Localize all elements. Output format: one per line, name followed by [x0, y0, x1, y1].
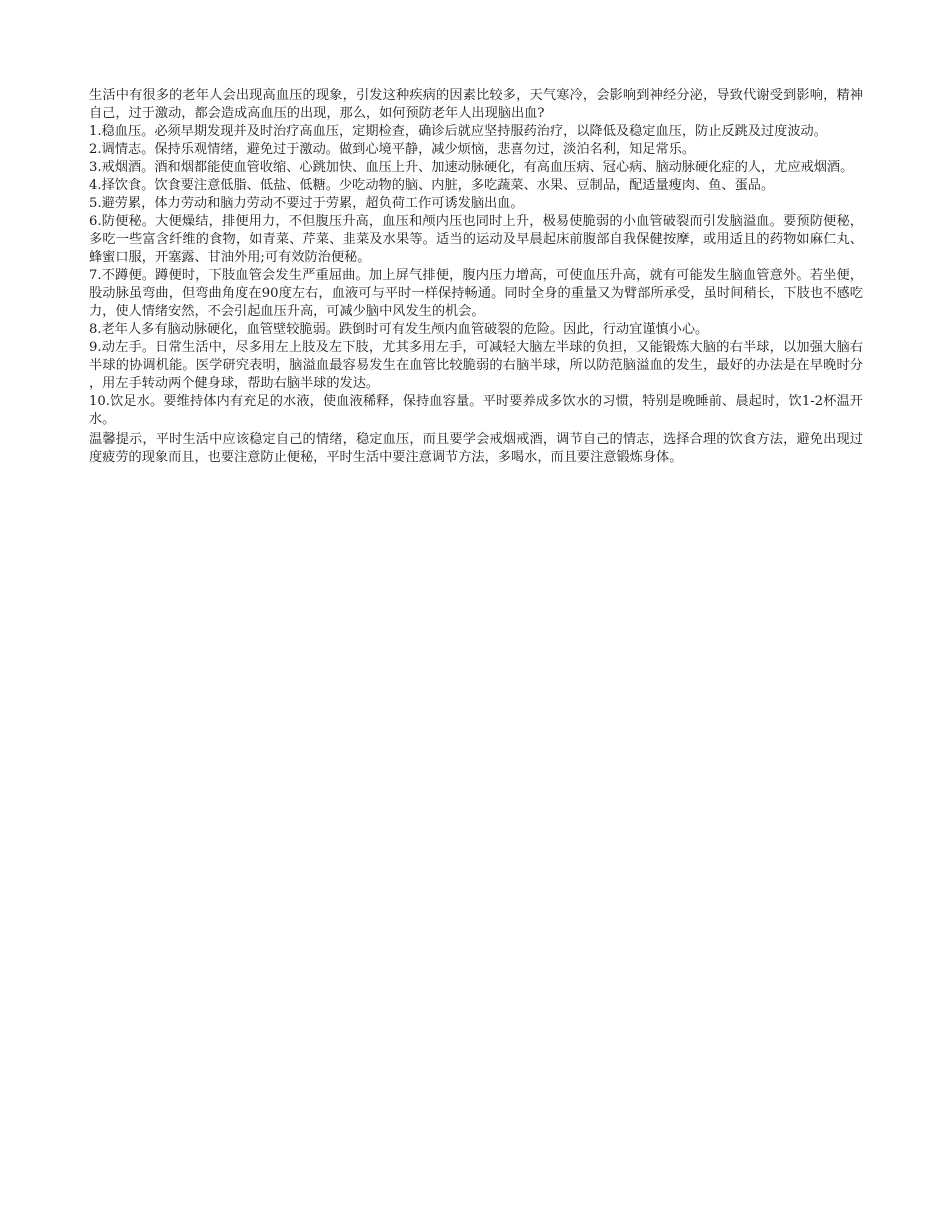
tip-item-5: 5.避劳累，体力劳动和脑力劳动不要过于劳累，超负荷工作可诱发脑出血。 — [89, 196, 524, 211]
tip-item-7: 7.不蹲便。蹲便时，下肢血管会发生严重屈曲。加上屏气排便，腹内压力增高，可使血压升高，就有可能发生脑血管意外。若坐便，股动脉虽弯曲，但弯曲角度在90度左右，血液可与平时一样保持畅通。同时全身的重量又为臂部所承受，虽时间稍长，下肢也不感吃力，使人情绪安然，不会引起血压升高，可减少脑中风发生的机会。 — [89, 268, 863, 319]
tip-item-6: 6.防便秘。大便燥结，排便用力，不但腹压升高，血压和颅内压也同时上升，极易使脆弱的小血管破裂而引发脑溢血。要预防便秘，多吃一些富含纤维的食物，如青菜、芹菜、韭菜及水果等。适当的运动及早晨起床前腹部自我保健按摩，或用适且的药物如麻仁丸、蜂蜜口服，开塞露、甘油外用;可有效防治便秘。 — [89, 214, 863, 265]
tip-item-1: 1.稳血压。必须早期发现并及时治疗高血压，定期检查，确诊后就应坚持服药治疗，以降低及稳定血压，防止反跳及过度波动。 — [89, 124, 827, 139]
tip-item-4: 4.择饮食。饮食要注意低脂、低盐、低糖。少吃动物的脑、内脏，多吃蔬菜、水果、豆制品，配适量瘦肉、鱼、蛋品。 — [89, 178, 775, 193]
tip-item-8: 8.老年人多有脑动脉硬化，血管壁较脆弱。跌倒时可有发生颅内血管破裂的危险。因此，行动宜谨慎小心。 — [89, 322, 709, 337]
closing-paragraph: 温馨提示，平时生活中应该稳定自己的情绪，稳定血压，而且要学会戒烟戒酒，调节自己的情志，选择合理的饮食方法，避免出现过度疲劳的现象而且，也要注意防止便秘，平时生活中要注意调节方法，多喝水，而且要注意锻炼身体。 — [89, 432, 863, 465]
intro-paragraph: 生活中有很多的老年人会出现高血压的现象，引发这种疾病的因素比较多，天气寒冷，会影响到神经分泌，导致代谢受到影响，精神自己，过于激动，都会造成高血压的出现，那么，如何预防老年人出现脑出血? — [89, 88, 863, 121]
tip-item-10: 10.饮足水。要维持体内有充足的水液，使血液稀释，保持血容量。平时要养成多饮水的习惯，特别是晚睡前、晨起时，饮1-2杯温开水。 — [89, 394, 863, 427]
tip-item-2: 2.调情志。保持乐观情绪，避免过于激动。做到心境平静，减少烦恼，悲喜勿过，淡泊名利，知足常乐。 — [89, 142, 696, 157]
article-body — [89, 87, 863, 467]
tip-item-9: 9.动左手。日常生活中，尽多用左上肢及左下肢，尤其多用左手，可减轻大脑左半球的负担，又能锻炼大脑的右半球，以加强大脑右半球的协调机能。医学研究表明，脑溢血最容易发生在血管比较脆弱的右脑半球，所以防范脑溢血的发生，最好的办法是在早晚时分，用左手转动两个健身球，帮助右脑半球的发达。 — [89, 340, 863, 391]
tip-item-3: 3.戒烟酒。酒和烟都能使血管收缩、心跳加快、血压上升、加速动脉硬化，有高血压病、冠心病、脑动脉硬化症的人，尤应戒烟酒。 — [89, 160, 854, 175]
